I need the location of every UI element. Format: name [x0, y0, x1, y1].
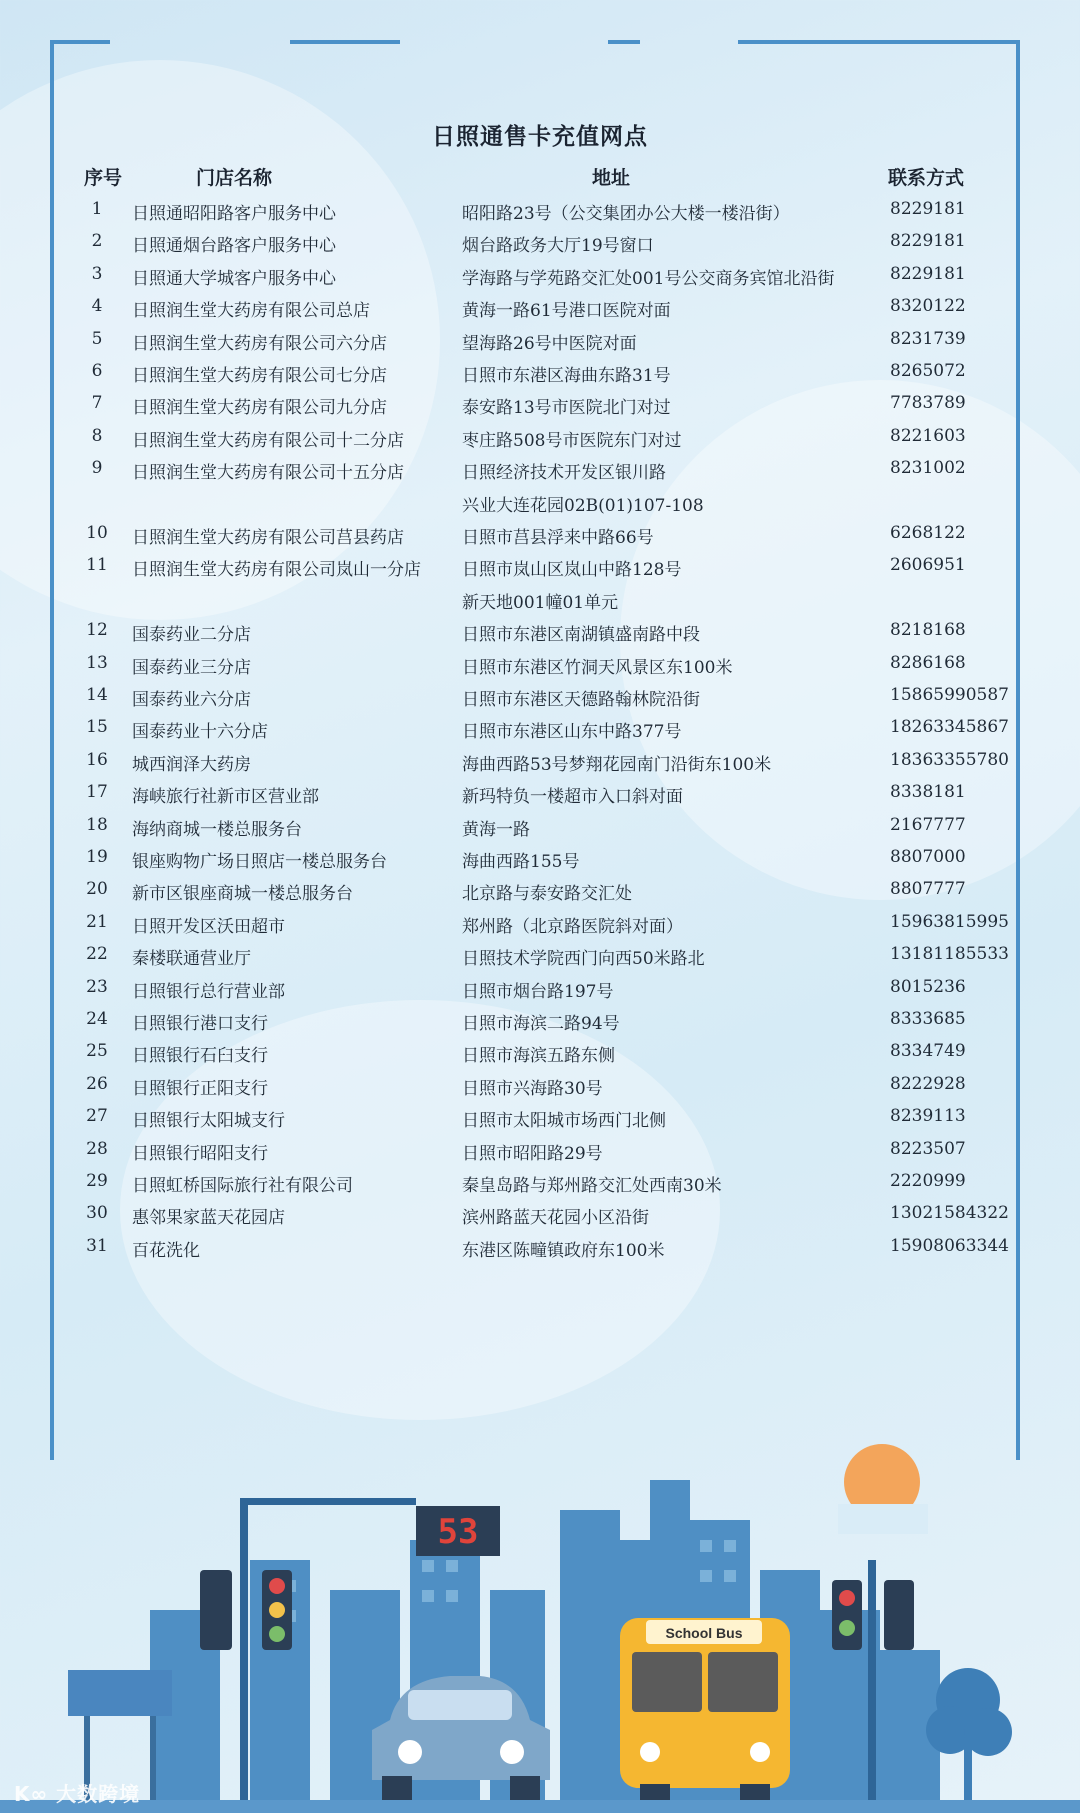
table-row — [0, 487, 1080, 519]
store-address: 日照市烟台路197号 — [462, 981, 614, 1002]
table-row — [0, 811, 1080, 843]
store-phone: 8218168 — [890, 620, 966, 641]
store-name: 海纳商城一楼总服务台 — [132, 819, 302, 840]
table-row — [0, 681, 1080, 713]
store-name: 新市区银座商城一楼总服务台 — [132, 884, 353, 905]
store-phone: 8222928 — [890, 1073, 966, 1094]
store-phone: 8231002 — [890, 458, 966, 479]
store-name: 海峡旅行社新市区营业部 — [132, 787, 319, 808]
store-address: 日照市岚山区岚山中路128号 — [462, 560, 682, 581]
store-name: 日照润生堂大药房有限公司岚山一分店 — [132, 560, 421, 581]
store-address: 兴业大连花园02B(01)107-108 — [462, 495, 704, 516]
store-phone: 8807777 — [890, 879, 966, 900]
table-row — [0, 519, 1080, 551]
row-number: 27 — [86, 1106, 108, 1127]
store-phone: 18263345867 — [890, 717, 1009, 738]
store-address: 日照市海滨五路东侧 — [462, 1046, 615, 1067]
table-row — [0, 1005, 1080, 1037]
store-phone: 8286168 — [890, 652, 966, 673]
store-address: 日照市东港区南湖镇盛南路中段 — [462, 625, 700, 646]
row-number: 25 — [86, 1041, 108, 1062]
table-row — [0, 227, 1080, 259]
row-number: 19 — [86, 847, 108, 867]
table-row — [0, 260, 1080, 292]
row-number: 11 — [86, 555, 108, 576]
store-phone: 8229181 — [890, 231, 966, 252]
row-number: 10 — [86, 523, 108, 543]
table-row — [0, 292, 1080, 324]
store-address: 枣庄路508号市医院东门对过 — [462, 430, 682, 451]
table-row — [0, 1167, 1080, 1199]
store-address: 学海路与学苑路交汇处001号公交商务宾馆北沿街 — [462, 268, 835, 289]
table-row — [0, 584, 1080, 616]
row-number: 2 — [91, 231, 103, 252]
table-row — [0, 357, 1080, 389]
store-phone: 2606951 — [890, 555, 966, 576]
store-phone: 8231739 — [890, 328, 966, 349]
store-name: 日照通烟台路客户服务中心 — [132, 236, 336, 257]
row-number: 8 — [91, 425, 103, 446]
row-number: 17 — [86, 782, 108, 803]
store-phone: 8265072 — [890, 361, 966, 381]
header-no: 序号 — [84, 167, 123, 189]
table-row — [0, 875, 1080, 907]
store-phone: 15963815995 — [890, 911, 1009, 932]
row-number: 24 — [86, 1009, 108, 1029]
store-phone: 8223507 — [890, 1138, 966, 1159]
store-name: 百花洗化 — [132, 1240, 200, 1261]
store-address: 新天地001幢01单元 — [462, 592, 619, 613]
store-address: 日照市海滨二路94号 — [462, 1014, 620, 1034]
row-number: 14 — [86, 685, 108, 705]
row-number: 13 — [86, 652, 108, 673]
store-address: 昭阳路23号（公交集团办公大楼一楼沿街） — [462, 204, 790, 224]
store-name: 日照润生堂大药房有限公司莒县药店 — [132, 528, 404, 548]
store-phone: 2220999 — [890, 1171, 966, 1191]
store-name: 日照银行正阳支行 — [132, 1078, 268, 1099]
table-row — [0, 973, 1080, 1005]
table-row — [0, 325, 1080, 357]
table-row — [0, 1199, 1080, 1231]
city-scene-illustration — [0, 1440, 1080, 1813]
store-name: 日照润生堂大药房有限公司总店 — [132, 301, 370, 322]
school-bus-icon — [620, 1618, 790, 1810]
table-row — [0, 940, 1080, 972]
row-number: 26 — [86, 1073, 108, 1094]
store-name: 日照通昭阳路客户服务中心 — [132, 204, 336, 224]
store-phone: 13181185533 — [890, 944, 1009, 965]
store-phone: 8221603 — [890, 425, 966, 446]
table-row — [0, 908, 1080, 940]
store-address: 北京路与泰安路交汇处 — [462, 884, 632, 905]
store-name: 日照润生堂大药房有限公司十五分店 — [132, 463, 404, 484]
store-phone: 18363355780 — [890, 749, 1009, 770]
table-row — [0, 1102, 1080, 1134]
store-address: 日照市东港区竹洞天风景区东100米 — [462, 657, 733, 678]
row-number: 20 — [86, 879, 108, 900]
row-number: 18 — [86, 814, 108, 835]
store-phone: 15865990587 — [890, 685, 1009, 705]
row-number: 1 — [91, 199, 103, 219]
store-name: 银座购物广场日照店一楼总服务台 — [132, 852, 387, 872]
store-address: 秦皇岛路与郑州路交汇处西南30米 — [462, 1176, 722, 1196]
store-name: 日照润生堂大药房有限公司六分店 — [132, 333, 387, 354]
store-phone: 8333685 — [890, 1009, 966, 1029]
header-name: 门店名称 — [196, 167, 273, 189]
row-number: 3 — [91, 263, 103, 284]
store-address: 日照市兴海路30号 — [462, 1078, 603, 1099]
table-row — [0, 551, 1080, 583]
page-title: 日照通售卡充值网点 — [432, 123, 648, 150]
table-row — [0, 616, 1080, 648]
row-number: 29 — [86, 1171, 108, 1191]
store-phone: 8229181 — [890, 263, 966, 284]
store-address: 日照市东港区山东中路377号 — [462, 722, 682, 743]
table-row — [0, 1070, 1080, 1102]
table-row — [0, 389, 1080, 421]
svg-text:53: 53 — [437, 1512, 479, 1552]
store-address: 海曲西路155号 — [462, 852, 580, 872]
store-phone: 8015236 — [890, 976, 966, 997]
row-number: 7 — [91, 393, 103, 414]
store-name: 日照开发区沃田超市 — [132, 916, 285, 937]
store-name: 日照银行太阳城支行 — [132, 1111, 285, 1132]
row-number: 4 — [91, 296, 103, 317]
row-number: 16 — [86, 749, 108, 770]
store-name: 日照通大学城客户服务中心 — [132, 268, 336, 289]
table-row — [0, 1037, 1080, 1069]
store-phone: 6268122 — [890, 523, 966, 543]
store-name: 惠邻果家蓝天花园店 — [132, 1208, 285, 1229]
table-row — [0, 195, 1080, 227]
store-address: 日照市东港区天德路翰林院沿街 — [462, 690, 700, 710]
store-phone: 8320122 — [890, 296, 966, 317]
store-name: 秦楼联通营业厅 — [132, 949, 251, 970]
store-phone: 13021584322 — [890, 1203, 1009, 1224]
table-row — [0, 649, 1080, 681]
store-address: 黄海一路61号港口医院对面 — [462, 301, 671, 322]
table-row — [0, 1135, 1080, 1167]
row-number: 12 — [86, 620, 108, 641]
store-address: 滨州路蓝天花园小区沿街 — [462, 1208, 649, 1229]
watermark-logo: K∞ 大数跨境 — [14, 1782, 141, 1806]
store-name: 日照银行港口支行 — [132, 1014, 268, 1034]
store-address: 新玛特负一楼超市入口斜对面 — [462, 787, 683, 808]
header-address: 地址 — [592, 167, 631, 189]
store-address: 海曲西路53号梦翔花园南门沿街东100米 — [462, 754, 772, 775]
store-phone: 8338181 — [890, 782, 966, 803]
store-phone: 8334749 — [890, 1041, 966, 1062]
store-name: 日照润生堂大药房有限公司七分店 — [132, 366, 387, 386]
store-name: 日照银行总行营业部 — [132, 981, 285, 1002]
table-row — [0, 422, 1080, 454]
row-number: 9 — [91, 458, 103, 479]
store-phone: 15908063344 — [890, 1235, 1009, 1256]
row-number: 23 — [86, 976, 108, 997]
row-number: 5 — [91, 328, 103, 349]
store-address: 日照市莒县浮来中路66号 — [462, 528, 654, 548]
store-phone: 8229181 — [890, 199, 966, 219]
store-name: 国泰药业十六分店 — [132, 722, 268, 743]
store-phone: 7783789 — [890, 393, 966, 414]
table-row — [0, 713, 1080, 745]
row-number: 30 — [86, 1203, 108, 1224]
store-name: 日照虹桥国际旅行社有限公司 — [132, 1176, 353, 1196]
store-name: 国泰药业二分店 — [132, 625, 251, 646]
store-phone: 2167777 — [890, 814, 966, 835]
store-name: 城西润泽大药房 — [132, 754, 251, 775]
store-address: 日照市昭阳路29号 — [462, 1143, 603, 1164]
store-address: 泰安路13号市医院北门对过 — [462, 398, 671, 419]
header-contact: 联系方式 — [888, 167, 965, 189]
store-name: 日照银行昭阳支行 — [132, 1143, 268, 1164]
table-row — [0, 778, 1080, 810]
svg-text:School Bus: School Bus — [665, 1625, 743, 1641]
store-name: 国泰药业三分店 — [132, 657, 251, 678]
store-phone: 8239113 — [890, 1106, 966, 1127]
store-address: 烟台路政务大厅19号窗口 — [462, 236, 654, 257]
store-name: 日照银行石臼支行 — [132, 1046, 268, 1067]
store-address: 黄海一路 — [462, 819, 530, 840]
store-address: 日照经济技术开发区银川路 — [462, 463, 666, 484]
row-number: 31 — [86, 1235, 108, 1256]
store-phone: 8807000 — [890, 847, 966, 867]
countdown-display — [416, 1506, 500, 1556]
sun-icon — [838, 1444, 928, 1534]
row-number: 6 — [91, 361, 103, 381]
store-name: 日照润生堂大药房有限公司十二分店 — [132, 430, 404, 451]
table-row — [0, 1232, 1080, 1264]
store-address: 日照市太阳城市场西门北侧 — [462, 1111, 666, 1132]
row-number: 22 — [86, 944, 108, 965]
table-row — [0, 454, 1080, 486]
store-name: 国泰药业六分店 — [132, 690, 251, 710]
row-number: 15 — [86, 717, 108, 738]
table-row — [0, 746, 1080, 778]
store-address: 郑州路（北京路医院斜对面） — [462, 916, 683, 937]
table-row — [0, 843, 1080, 875]
store-name: 日照润生堂大药房有限公司九分店 — [132, 398, 387, 419]
store-address: 东港区陈疃镇政府东100米 — [462, 1240, 665, 1261]
store-address: 日照市东港区海曲东路31号 — [462, 366, 671, 386]
store-address: 望海路26号中医院对面 — [462, 333, 637, 354]
store-address: 日照技术学院西门向西50米路北 — [462, 949, 705, 970]
row-number: 21 — [86, 911, 108, 932]
row-number: 28 — [86, 1138, 108, 1159]
